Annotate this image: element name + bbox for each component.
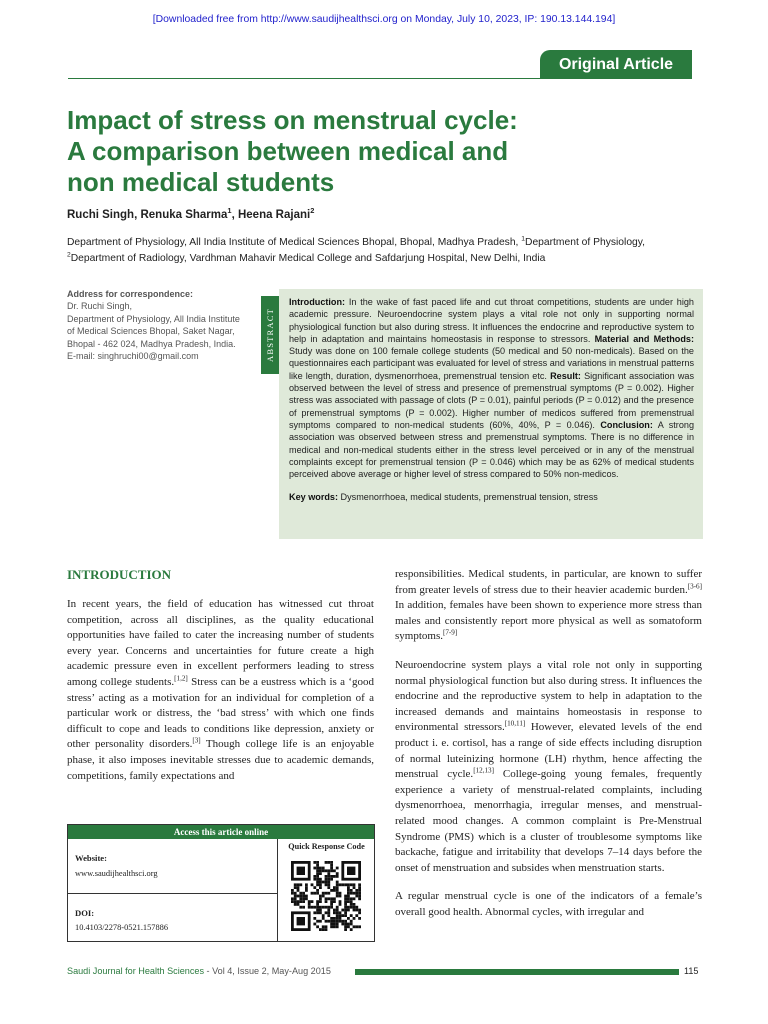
abstract-heading: Result: [550,370,581,381]
title-line: non medical students [67,167,335,197]
keywords [289,491,694,503]
qr-label: Quick Response Code [288,842,365,851]
correspondence-line: of Medical Sciences Bhopal, Saket Nagar, [67,326,235,337]
paragraph: A regular menstrual cycle is one of the indicators of a female’s overall good health. Abnormal cycles, with irregular and [395,890,702,918]
abstract-tab-label: ABSTRACT [265,308,275,362]
citation: [7-9] [442,628,458,637]
abstract-body [289,296,694,480]
header-rule [68,78,540,79]
correspondence-line: Department of Physiology, All India Institute [67,313,240,324]
affiliation-text: Department of Radiology, Vardhman Mahavir Medical College and Safdarjung Hospital, New Delhi, India [70,253,546,264]
author-separator: , [231,209,238,221]
abstract-text: A strong association was observed between stress and premenstrual symptoms. There is no difference in medical and non-medical students either in the stress level perceived or in any of the menstrual complaints except for premenstrual tension (P = 0.046) which may be as 62% of medical students perceived above average or higher level of stress compared to 50% non-medicos. [289,419,695,480]
section-heading-introduction: INTRODUCTION [67,567,172,582]
citation: [12,13] [473,766,495,775]
author-list [67,206,315,221]
author-name: Heena Rajani [237,209,311,221]
title-line: Impact of stress on menstrual cycle: [67,105,518,135]
paragraph-text: Stress can be a eustress which is a ‘good stress’ acting as a motivation for an individual for completion of a particular work or distress, the ‘bad stress’ with which one finds difficult to cope and leads to conditions like depression, anxiety or other personality disorders. [67,675,374,751]
title-line: A comparison between medical and [67,136,509,166]
author-name: Renuka Sharma [140,209,228,221]
article-type-badge: Original Article [540,50,692,79]
journal-issue: - Vol 4, Issue 2, May-Aug 2015 [204,966,331,976]
abstract-heading: Introduction: [289,297,346,307]
doi-value[interactable]: 10.4103/2278-0521.157886 [75,923,169,932]
correspondence-email: E-mail: singhruchi00@gmail.com [67,351,199,362]
citation: [1,2] [174,674,188,683]
affiliation-mark: 2 [67,251,71,259]
article-title [67,105,627,198]
affiliation-text: Department of Physiology, All India Institute of Medical Sciences Bhopal, Bhopal, Madhya Pradesh, [67,237,522,248]
keywords-heading: Key words: [289,492,339,503]
citation: [3] [192,736,201,745]
paragraph-text: However, elevated levels of the end product i. e. cortisol, has a range of side effects including disruption of normal luteinizing hormone (LH) rhythm, hence affecting the menstrual cycle. [395,721,702,781]
citation: [10,11] [504,719,526,728]
access-article-box [67,824,375,942]
doi-label: DOI: [75,908,95,918]
access-box-divider [68,893,277,894]
correspondence-heading: Address for correspondence: [67,289,194,299]
paragraph [395,658,702,876]
qr-column [277,839,375,941]
affiliation-mark: 1 [521,235,526,243]
affiliation-mark: 1 [227,206,232,216]
paragraph [395,567,702,645]
journal-name: Saudi Journal for Health Sciences [67,966,204,976]
correspondence-address [67,288,255,362]
paragraph-text: In addition, females have been shown to experience more stress than males and consistently report more physical as well as somatoform symptoms. [395,599,702,643]
abstract-tab [261,296,279,374]
abstract-heading: Conclusion: [600,419,653,430]
affiliation-mark: 2 [310,206,315,216]
correspondence-line: Bhopal - 462 024, Madhya Pradesh, India. [67,338,236,349]
abstract-box [279,289,703,539]
abstract-text: In the wake of fast paced life and cut throat competitions, students are under high academic pressure. Neuroendocrine system plays a vital role not only in supporting normal physiological function but also during stress. It influences the endocrine and reproductive system to help in adaptation and maintains homeostasis in response to stressors. [289,297,694,344]
paragraph-text: College-going young females, frequently experience a variety of menstrual-related complaints, including dysmenorrhoea, menorrhagia, irregular menses, and menstrual-related mood changes. A common complaint is Pre-Menstrual Syndrome (PMS) which is a cluster of troublesome symptoms like backache, fatigue and irritability that develops 7–14 days before the onset of menstruation and subsides when menstruation starts. [395,768,702,874]
abstract-text: Study was done on 100 female college students (50 medical and 50 non-medicals). Based on the questionnaires each participant was evaluated for level of stress and variations in menstrual patterns like length, duration, dysmenorrhoea, premenstrual tension etc. [289,346,694,381]
correspondence-line: Dr. Ruchi Singh, [67,301,133,312]
download-notice: [Downloaded free from http://www.saudijhealthsci.org on Monday, July 10, 2023, IP: 190.13.144.194] [152,14,616,25]
access-box-heading: Access this article online [68,825,374,839]
abstract-heading: Material and Methods: [594,333,695,344]
website-label: Website: [75,853,107,863]
footer-journal [67,966,331,976]
abstract-text: Significant association was observed between the level of stress and presence of premenstrual symptoms (P = 0.002). Higher stress was associated with passage of clots (P = 0.01), painful periods (P = 0.012) and the presence of premenstrual symptoms (P = 0.002). Higher number of medicos suffered from premenstrual symptoms compared to non-medical students (60%, 40%, P = 0.046). [289,370,694,430]
paragraph [67,597,374,784]
body-column-right [395,567,702,920]
keywords-text: Dysmenorrhoea, medical students, premenstrual tension, stress [338,492,598,503]
qr-code-icon[interactable] [291,861,361,931]
affiliations [67,235,707,267]
footer-bar [355,969,679,975]
page-number: 115 [684,966,699,976]
author-name: Ruchi Singh, [67,209,141,221]
affiliation-text: Department of Physiology, [525,237,646,248]
paragraph-text: In recent years, the field of education has witnessed cut throat competition, across all disciplines, as the quality educational opportunities have failed to cater the increasing number of students every year. Concerns and uncertainties for future create a high academic pressure even in excellent performers leading to stress among college students. [67,598,374,688]
citation: [3-6] [687,581,702,590]
paragraph-text: responsibilities. Medical students, in particular, are known to suffer from greater levels of stress due to their heavier academic burden. [395,568,702,596]
website-link[interactable]: www.saudijhealthsci.org [75,869,158,878]
paragraph-text: Though college life is an enjoyable phase, it also imposes inevitable stresses due to academic demands, competitions, family expectations and [67,738,374,782]
body-column-left [67,597,374,784]
paragraph-text: Neuroendocrine system plays a vital role not only in supporting normal physiological function but also during stress. It influences the endocrine and the reproductive system to help in adaptation to the increased demands and maintains homeostasis in response to environmental stressors. [395,658,702,734]
